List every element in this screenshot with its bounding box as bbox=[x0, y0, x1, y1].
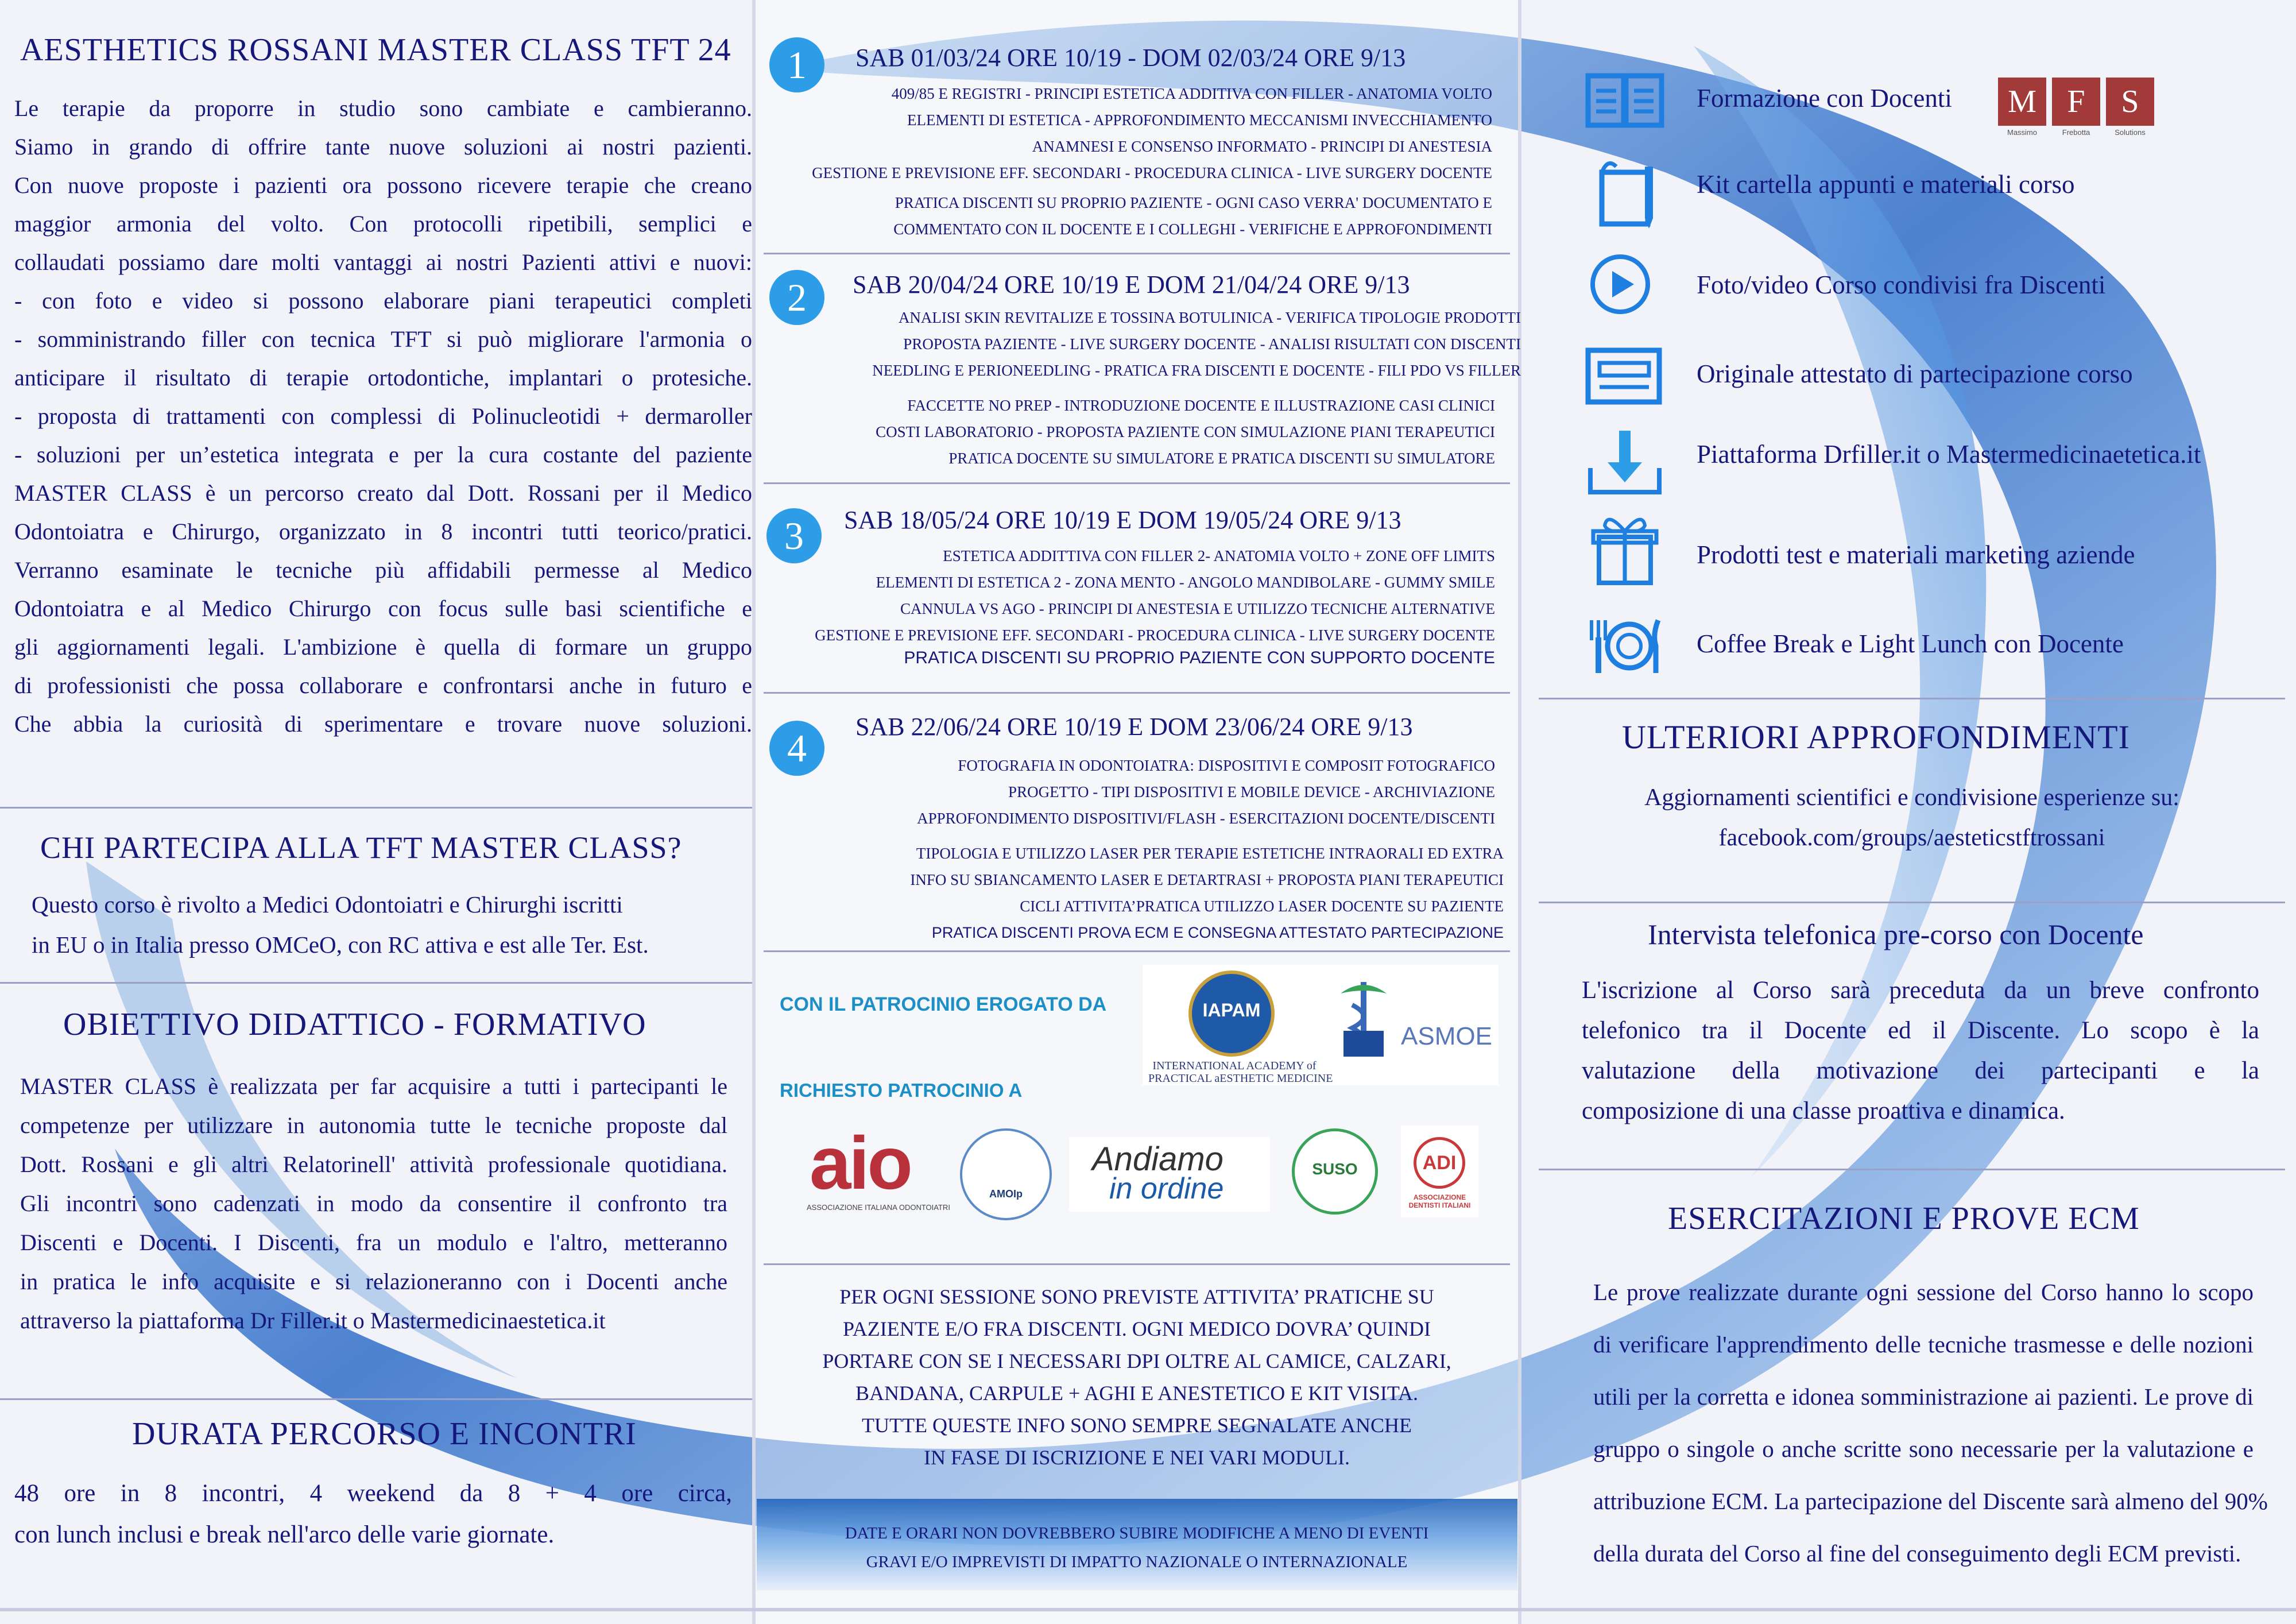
play-icon bbox=[1585, 253, 1665, 316]
session-line: PROPOSTA PAZIENTE - LIVE SURGERY DOCENTE - ANALISI RISULTATI CON DISCENTI bbox=[903, 335, 1521, 353]
book-icon bbox=[1585, 69, 1665, 132]
certificate-icon bbox=[1585, 345, 1665, 408]
intro-line: MASTER CLASS è un percorso creato dal Dott. Rossani per il Medico bbox=[14, 480, 752, 506]
esercitazioni-line: Le prove realizzate durante ogni sessione del Corso hanno lo scopo bbox=[1593, 1279, 2254, 1305]
amoip-logo-icon bbox=[960, 1128, 1052, 1220]
patrocinio-richiesto-label: RICHIESTO PATROCINIO A bbox=[780, 1080, 1023, 1101]
obiettivo-line: attraverso la piattaforma Dr Filler.it o Mastermedicinaestetica.it bbox=[20, 1308, 606, 1333]
session-line: NEEDLING E PERIONEEDLING - PRATICA FRA DISCENTI E DOCENTE - FILI PDO VS FILLER bbox=[872, 362, 1521, 379]
obiettivo-line: Gli incontri sono cadenzati in modo da consentire il confronto tra bbox=[20, 1190, 727, 1216]
session-line: COMMENTATO CON IL DOCENTE E I COLLEGHI - VERIFICHE E APPROFONDIMENTI bbox=[893, 221, 1492, 238]
iapam-caption-line: PRACTICAL aESTHETIC MEDICINE bbox=[1148, 1072, 1333, 1085]
session-line: GESTIONE E PREVISIONE EFF. SECONDARI - PROCEDURA CLINICA - LIVE SURGERY DOCENTE bbox=[812, 164, 1492, 181]
intervista-line: L'iscrizione al Corso sarà preceduta da un breve confronto bbox=[1582, 977, 2259, 1004]
session-line: CICLI ATTIVITA’PRATICA UTILIZZO LASER DOCENTE SU PAZIENTE bbox=[1020, 898, 1504, 915]
obiettivo-title: OBIETTIVO DIDATTICO - FORMATIVO bbox=[63, 1007, 646, 1042]
intervista-line: valutazione della motivazione dei partecipanti e la bbox=[1582, 1057, 2259, 1084]
intro-line: di professionisti che possa collaborare e confrontarsi anche in futuro e bbox=[14, 672, 752, 698]
feature-label: Formazione con Docenti bbox=[1697, 84, 1952, 113]
aio-logo-text: aio bbox=[810, 1121, 911, 1205]
andiamo-in-ordine-logo bbox=[1069, 1137, 1270, 1212]
session-practice bbox=[910, 840, 1504, 946]
iapam-logo-icon bbox=[1188, 970, 1275, 1057]
esercitazioni-line: della durata del Corso al fine del conseguimento degli ECM previsti. bbox=[1593, 1540, 2241, 1567]
session-line: PRATICA DOCENTE SU SIMULATORE E PRATICA DISCENTI SU SIMULATORE bbox=[948, 450, 1495, 467]
iapam-logo-text: IAPAM bbox=[1202, 1000, 1261, 1020]
intervista-line: composizione di una classe proattiva e dinamica. bbox=[1582, 1097, 2065, 1124]
intervista-title: Intervista telefonica pre-corso con Docente bbox=[1648, 918, 2144, 950]
divider bbox=[764, 692, 1510, 694]
intro-line: Verranno esaminate le tecniche più affidabili permesse al Medico bbox=[14, 557, 752, 583]
mfs-letter: F bbox=[2052, 78, 2100, 126]
session-line: ELEMENTI DI ESTETICA 2 - ZONA MENTO - ANGOLO MANDIBOLARE - GUMMY SMILE bbox=[876, 574, 1495, 591]
session-line: ESTETICA ADDITTIVA CON FILLER 2- ANATOMIA VOLTO + ZONE OFF LIMITS bbox=[943, 547, 1495, 564]
durata-title: DURATA PERCORSO E INCONTRI bbox=[132, 1416, 637, 1452]
bottom-border bbox=[0, 1608, 2296, 1611]
divider bbox=[764, 482, 1510, 484]
andiamo-logo-subtext: in ordine bbox=[1109, 1172, 1224, 1205]
session-line: ANAMNESI E CONSENSO INFORMATO - PRINCIPI DI ANESTESIA bbox=[1032, 138, 1492, 155]
chi-line: Questo corso è rivolto a Medici Odontoiatri e Chirurghi iscritti bbox=[32, 891, 623, 918]
durata-line: 48 ore in 8 incontri, 4 weekend da 8 + 4 ore circa, bbox=[14, 1480, 732, 1507]
session-header: SAB 18/05/24 ORE 10/19 E DOM 19/05/24 ORE 9/13 bbox=[844, 506, 1401, 534]
session-line: FACCETTE NO PREP - INTRODUZIONE DOCENTE E ILLUSTRAZIONE CASI CLINICI bbox=[907, 397, 1495, 414]
notice-line: PAZIENTE E/O FRA DISCENTI. OGNI MEDICO DOVRA’ QUINDI bbox=[843, 1317, 1431, 1340]
notepad-pen-icon bbox=[1585, 155, 1665, 230]
adi-logo-text: ADI bbox=[1414, 1137, 1465, 1189]
gift-icon bbox=[1585, 511, 1665, 586]
intro-line: Odontoiatra e Chirurgo, organizzato in 8 incontri tutti teorico/pratici. bbox=[14, 519, 752, 544]
divider bbox=[0, 807, 752, 809]
esercitazioni-line: utili per la corretta e idonea somministrazione ai pazienti. Le prove di bbox=[1593, 1383, 2254, 1410]
intro-line: Che abbia la curiosità di sperimentare e trovare nuove soluzioni. bbox=[14, 711, 752, 737]
mfs-caption: Frebotta bbox=[2062, 128, 2090, 137]
mfs-caption: Massimo bbox=[2007, 128, 2037, 137]
divider bbox=[0, 982, 752, 984]
session-line: INFO SU SBIANCAMENTO LASER E DETARTRASI + PROPOSTA PIANI TERAPEUTICI bbox=[910, 871, 1504, 888]
intro-line: - soluzioni per un’estetica integrata e per la cura costante del paziente bbox=[14, 442, 752, 467]
chi-line: in EU o in Italia presso OMCeO, con RC attiva e est alle Ter. Est. bbox=[32, 931, 649, 958]
session-line: APPROFONDIMENTO DISPOSITIVI/FLASH - ESERCITAZIONI DOCENTE/DISCENTI bbox=[917, 810, 1495, 827]
intro-line: - somministrando filler con tecnica TFT si può migliorare l'armonia o bbox=[14, 326, 752, 352]
left-panel bbox=[0, 0, 752, 1624]
intro-line: gli aggiornamenti legali. L'ambizione è quella di formare un gruppo bbox=[14, 634, 752, 660]
notice-text bbox=[758, 1281, 1516, 1474]
notice-line: PORTARE CON SE I NECESSARI DPI OLTRE AL CAMICE, CALZARI, bbox=[822, 1350, 1451, 1372]
chi-partecipa-title: CHI PARTECIPA ALLA TFT MASTER CLASS? bbox=[40, 830, 682, 865]
ulteriori-text: Aggiornamenti scientifici e condivisione esperienze su: bbox=[1644, 784, 2179, 811]
divider bbox=[0, 1398, 752, 1400]
session-line: FOTOGRAFIA IN ODONTOIATRA: DISPOSITIVI E COMPOSIT FOTOGRAFICO bbox=[958, 757, 1495, 774]
session-topics bbox=[812, 80, 1492, 186]
session-topics bbox=[815, 543, 1495, 648]
intervista-text bbox=[1582, 970, 2259, 1131]
intro-line: - con foto e video si possono elaborare piani terapeutici completi bbox=[14, 288, 752, 314]
session-header: SAB 20/04/24 ORE 10/19 E DOM 21/04/24 ORE 9/13 bbox=[853, 270, 1410, 299]
esercitazioni-line: di verificare l'apprendimento delle tecniche trasmesse e delle nozioni bbox=[1593, 1331, 2254, 1358]
session-line: PRATICA DISCENTI PROVA ECM E CONSEGNA ATTESTATO PARTECIPAZIONE bbox=[931, 924, 1504, 941]
divider bbox=[764, 1263, 1510, 1265]
asmoe-logo-text: ASMOE bbox=[1401, 1022, 1492, 1050]
session-topics bbox=[917, 752, 1495, 832]
session-practice bbox=[904, 645, 1495, 671]
session-line: ANALISI SKIN REVITALIZE E TOSSINA BOTULINICA - VERIFICA TIPOLOGIE PRODOTTI bbox=[898, 309, 1521, 326]
session-header: SAB 22/06/24 ORE 10/19 E DOM 23/06/24 ORE 9/13 bbox=[855, 713, 1413, 741]
intro-line: anticipare il risultato di terapie ortodontiche, implantari o protesiche. bbox=[14, 365, 752, 390]
session-practice bbox=[893, 190, 1492, 242]
session-header: SAB 01/03/24 ORE 10/19 - DOM 02/03/24 ORE 9/13 bbox=[855, 44, 1406, 72]
intro-line: Siamo in grando di offrire tante nuove soluzioni ai nostri pazienti. bbox=[14, 134, 752, 160]
session-line: ELEMENTI DI ESTETICA - APPROFONDIMENTO MECCANISMI INVECCHIAMENTO bbox=[907, 111, 1492, 129]
divider bbox=[1539, 902, 2285, 903]
session-practice bbox=[876, 392, 1495, 471]
mfs-logo bbox=[1998, 78, 2156, 141]
intro-line: maggior armonia del volto. Con protocolli ripetibili, semplici e bbox=[14, 211, 752, 237]
durata-line: con lunch inclusi e break nell'arco delle varie giornate. bbox=[14, 1521, 555, 1548]
obiettivo-line: Dott. Rossani e gli altri Relatorinell' attività professionale quotidiana. bbox=[20, 1151, 727, 1177]
feature-label: Prodotti test e materiali marketing aziende bbox=[1697, 540, 2135, 569]
suso-logo-text: SUSO bbox=[1312, 1160, 1358, 1178]
session-number-badge: 3 bbox=[766, 508, 822, 563]
asmoe-caduceus-icon bbox=[1335, 976, 1392, 1062]
ulteriori-title: ULTERIORI APPROFONDIMENTI bbox=[1622, 718, 2130, 756]
notice-line: PER OGNI SESSIONE SONO PREVISTE ATTIVITA’ PRATICHE SU bbox=[839, 1285, 1434, 1308]
obiettivo-text bbox=[20, 1067, 727, 1340]
download-icon bbox=[1585, 428, 1665, 497]
esercitazioni-text bbox=[1593, 1266, 2268, 1580]
adi-logo-icon bbox=[1401, 1126, 1478, 1217]
obiettivo-line: competenze per utilizzare in autonomia tutte le tecniche proposte dal bbox=[20, 1112, 727, 1138]
session-line: GESTIONE E PREVISIONE EFF. SECONDARI - PROCEDURA CLINICA - LIVE SURGERY DOCENTE bbox=[815, 627, 1495, 644]
amoip-logo-text: AMOIp bbox=[989, 1188, 1023, 1200]
session-line: PRATICA DISCENTI SU PROPRIO PAZIENTE - OGNI CASO VERRA' DOCUMENTATO E bbox=[895, 194, 1492, 211]
divider bbox=[764, 253, 1510, 254]
facebook-link[interactable]: facebook.com/groups/aesteticstftrossani bbox=[1718, 825, 2105, 851]
feature-label: Originale attestato di partecipazione corso bbox=[1697, 359, 2133, 388]
feature-label: Foto/video Corso condivisi fra Discenti bbox=[1697, 270, 2106, 299]
mfs-caption: Solutions bbox=[2115, 128, 2146, 137]
intro-paragraph bbox=[14, 89, 752, 743]
intro-line: - proposta di trattamenti con complessi di Polinucleotidi + dermaroller bbox=[14, 403, 752, 429]
chi-partecipa-text bbox=[32, 884, 649, 965]
intro-line: Le terapie da proporre in studio sono cambiate e cambieranno. bbox=[14, 95, 752, 121]
durata-text bbox=[14, 1473, 732, 1556]
footer-line: GRAVI E/O IMPREVISTI DI IMPATTO NAZIONALE O INTERNAZIONALE bbox=[866, 1553, 1408, 1571]
intro-line: Con nuove proposte i pazienti ora possono ricevere terapie che creano bbox=[14, 172, 752, 198]
session-number-badge: 1 bbox=[769, 37, 824, 92]
intro-line: Odontoiatra e al Medico Chirurgo con focus sulle basi scientifiche e bbox=[14, 596, 752, 621]
esercitazioni-line: gruppo o singole o anche scritte sono necessarie per la valutazione e bbox=[1593, 1436, 2254, 1462]
esercitazioni-title: ESERCITAZIONI E PROVE ECM bbox=[1668, 1201, 2140, 1236]
feature-label: Kit cartella appunti e materiali corso bbox=[1697, 170, 2075, 199]
session-line: COSTI LABORATORIO - PROPOSTA PAZIENTE CON SIMULAZIONE PIANI TERAPEUTICI bbox=[876, 423, 1495, 440]
iapam-caption-line: INTERNATIONAL ACADEMY of bbox=[1152, 1060, 1317, 1072]
session-line: 409/85 E REGISTRI - PRINCIPI ESTETICA ADDITIVA CON FILLER - ANATOMIA VOLTO bbox=[891, 85, 1492, 102]
session-line: TIPOLOGIA E UTILIZZO LASER PER TERAPIE ESTETICHE INTRAORALI ED EXTRA bbox=[916, 845, 1504, 862]
cutlery-icon bbox=[1585, 614, 1665, 678]
intervista-line: telefonico tra il Docente ed il Discente. Lo scopo è la bbox=[1582, 1017, 2259, 1044]
session-number-badge: 4 bbox=[769, 721, 824, 776]
suso-logo-icon bbox=[1292, 1128, 1378, 1215]
feature-label: Coffee Break e Light Lunch con Docente bbox=[1697, 629, 2124, 658]
course-title: AESTHETICS ROSSANI MASTER CLASS TFT 24 bbox=[20, 32, 731, 68]
divider bbox=[1539, 1169, 2285, 1170]
footer-line: DATE E ORARI NON DOVREBBERO SUBIRE MODIFICHE A MENO DI EVENTI bbox=[845, 1524, 1429, 1542]
obiettivo-line: in pratica le info acquisite e si relazioneranno con i Docenti anche bbox=[20, 1269, 727, 1294]
divider bbox=[1539, 698, 2285, 699]
adi-caption: ASSOCIAZIONE DENTISTI ITALIANI bbox=[1408, 1193, 1471, 1209]
aio-caption: ASSOCIAZIONE ITALIANA ODONTOIATRI bbox=[807, 1203, 950, 1212]
patrocinio-erogato-label: CON IL PATROCINIO EROGATO DA bbox=[780, 993, 1107, 1015]
notice-line: IN FASE DI ISCRIZIONE E NEI VARI MODULI. bbox=[924, 1446, 1350, 1469]
session-line: PRATICA DISCENTI SU PROPRIO PAZIENTE CON SUPPORTO DOCENTE bbox=[904, 648, 1495, 667]
aio-logo bbox=[792, 1121, 950, 1217]
andiamo-logo-text: Andiamo bbox=[1092, 1140, 1223, 1178]
iapam-caption bbox=[1148, 1060, 1333, 1085]
session-number-badge: 2 bbox=[769, 270, 824, 325]
intro-line: collaudati possiamo dare molti vantaggi ai nostri Pazienti attivi e nuovi: bbox=[14, 249, 752, 275]
notice-line: BANDANA, CARPULE + AGHI E ANESTETICO E KIT VISITA. bbox=[855, 1382, 1419, 1405]
session-line: PROGETTO - TIPI DISPOSITIVI E MOBILE DEVICE - ARCHIVIAZIONE bbox=[1008, 783, 1495, 801]
mfs-letter: M bbox=[1998, 78, 2046, 126]
notice-line: TUTTE QUESTE INFO SONO SEMPRE SEGNALATE ANCHE bbox=[861, 1414, 1412, 1437]
obiettivo-line: MASTER CLASS è realizzata per far acquisire a tutti i partecipanti le bbox=[20, 1073, 727, 1099]
obiettivo-line: Discenti e Docenti. I Discenti, fra un modulo e l'altro, metteranno bbox=[20, 1229, 727, 1255]
feature-label: Piattaforma Drfiller.it o Mastermedicinaetetica.it bbox=[1697, 440, 2201, 469]
session-topics bbox=[872, 304, 1521, 384]
esercitazioni-line: attribuzione ECM. La partecipazione del Discente sarà almeno del 90% bbox=[1593, 1488, 2268, 1514]
mfs-letter: S bbox=[2106, 78, 2154, 126]
divider bbox=[764, 950, 1510, 952]
patron-logos-box bbox=[1143, 965, 1499, 1085]
footer-note bbox=[758, 1519, 1516, 1576]
session-line: CANNULA VS AGO - PRINCIPI DI ANESTESIA E UTILIZZO TECNICHE ALTERNATIVE bbox=[900, 600, 1495, 617]
